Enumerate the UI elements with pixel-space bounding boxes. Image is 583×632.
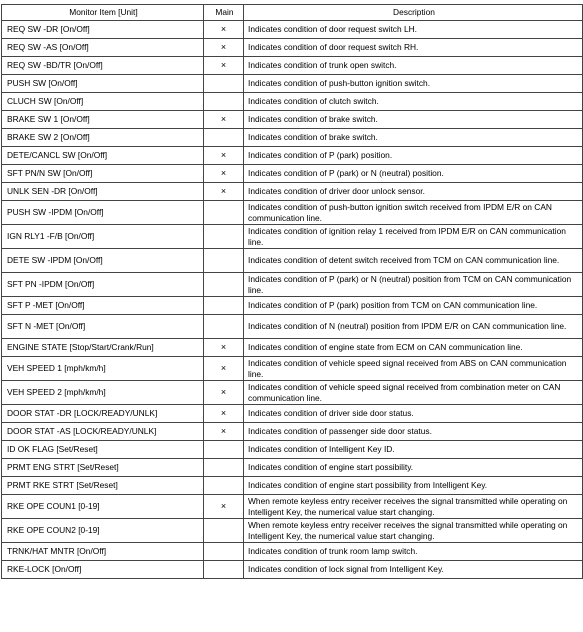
description-cell: Indicates condition of driver door unlock sensor. (244, 183, 583, 201)
main-marker-cell (204, 561, 244, 579)
main-marker-cell (204, 225, 244, 249)
main-marker-cell: × (204, 111, 244, 129)
table-row (2, 459, 583, 477)
main-marker-cell: × (204, 183, 244, 201)
main-marker-cell (204, 297, 244, 315)
main-marker-cell (204, 477, 244, 495)
main-marker-cell (204, 201, 244, 225)
table-row (2, 495, 583, 519)
main-marker-cell: × (204, 165, 244, 183)
table-row (2, 297, 583, 315)
monitor-item-cell: UNLK SEN -DR [On/Off] (2, 183, 204, 201)
monitor-item-cell: SFT PN/N SW [On/Off] (2, 165, 204, 183)
monitor-item-cell: BRAKE SW 2 [On/Off] (2, 129, 204, 147)
monitor-item-cell: PRMT RKE STRT [Set/Reset] (2, 477, 204, 495)
description-cell: Indicates condition of ignition relay 1 received from IPDM E/R on CAN communication line. (244, 225, 583, 249)
table-row (2, 339, 583, 357)
monitor-item-cell: VEH SPEED 1 [mph/km/h] (2, 357, 204, 381)
main-marker-cell (204, 273, 244, 297)
monitor-item-cell: CLUCH SW [On/Off] (2, 93, 204, 111)
description-cell: Indicates condition of door request switch RH. (244, 39, 583, 57)
monitor-item-cell: SFT N -MET [On/Off] (2, 315, 204, 339)
description-cell: Indicates condition of Intelligent Key ID. (244, 441, 583, 459)
main-marker-cell (204, 129, 244, 147)
table-row (2, 111, 583, 129)
header-description: Description (244, 5, 583, 21)
table-row (2, 405, 583, 423)
main-marker-cell (204, 315, 244, 339)
description-cell: Indicates condition of engine start possibility. (244, 459, 583, 477)
monitor-item-cell: VEH SPEED 2 [mph/km/h] (2, 381, 204, 405)
table-row (2, 423, 583, 441)
table-row (2, 165, 583, 183)
monitor-item-cell: PRMT ENG STRT [Set/Reset] (2, 459, 204, 477)
main-marker-cell (204, 249, 244, 273)
monitor-item-cell: ID OK FLAG [Set/Reset] (2, 441, 204, 459)
main-marker-cell: × (204, 381, 244, 405)
table-row (2, 201, 583, 225)
table-row (2, 183, 583, 201)
monitor-item-cell: TRNK/HAT MNTR [On/Off] (2, 543, 204, 561)
table-row (2, 357, 583, 381)
table-row (2, 21, 583, 39)
description-cell: Indicates condition of passenger side door status. (244, 423, 583, 441)
table-body (2, 21, 583, 579)
monitor-item-cell: DOOR STAT -DR [LOCK/READY/UNLK] (2, 405, 204, 423)
table-row (2, 225, 583, 249)
main-marker-cell: × (204, 357, 244, 381)
main-marker-cell: × (204, 495, 244, 519)
monitor-item-cell: IGN RLY1 -F/B [On/Off] (2, 225, 204, 249)
monitor-item-cell: PUSH SW [On/Off] (2, 75, 204, 93)
main-marker-cell (204, 519, 244, 543)
monitor-item-cell: RKE-LOCK [On/Off] (2, 561, 204, 579)
monitor-item-cell: REQ SW -AS [On/Off] (2, 39, 204, 57)
table-row (2, 147, 583, 165)
monitor-item-cell: RKE OPE COUN1 [0-19] (2, 495, 204, 519)
description-cell: Indicates condition of P (park) position. (244, 147, 583, 165)
main-marker-cell: × (204, 147, 244, 165)
table-row (2, 273, 583, 297)
table-row (2, 561, 583, 579)
description-cell: Indicates condition of lock signal from Intelligent Key. (244, 561, 583, 579)
description-cell: Indicates condition of door request switch LH. (244, 21, 583, 39)
table-row (2, 477, 583, 495)
description-cell: Indicates condition of brake switch. (244, 129, 583, 147)
header-main: Main (204, 5, 244, 21)
monitor-item-cell: REQ SW -DR [On/Off] (2, 21, 204, 39)
description-cell: Indicates condition of P (park) or N (neutral) position. (244, 165, 583, 183)
main-marker-cell (204, 543, 244, 561)
monitor-item-cell: ENGINE STATE [Stop/Start/Crank/Run] (2, 339, 204, 357)
main-marker-cell: × (204, 57, 244, 75)
description-cell: Indicates condition of engine start possibility from Intelligent Key. (244, 477, 583, 495)
description-cell: When remote keyless entry receiver receives the signal transmitted while operating on Intelligent Key, the numerical value start changing. (244, 495, 583, 519)
table-row (2, 39, 583, 57)
main-marker-cell (204, 93, 244, 111)
description-cell: Indicates condition of clutch switch. (244, 93, 583, 111)
table-row (2, 129, 583, 147)
table-row (2, 249, 583, 273)
main-marker-cell: × (204, 339, 244, 357)
description-cell: Indicates condition of engine state from ECM on CAN communication line. (244, 339, 583, 357)
monitor-item-cell: SFT PN -IPDM [On/Off] (2, 273, 204, 297)
description-cell: Indicates condition of detent switch received from TCM on CAN communication line. (244, 249, 583, 273)
description-cell: Indicates condition of P (park) position from TCM on CAN communication line. (244, 297, 583, 315)
description-cell: Indicates condition of trunk room lamp switch. (244, 543, 583, 561)
monitor-item-table (1, 4, 583, 579)
description-cell: Indicates condition of brake switch. (244, 111, 583, 129)
description-cell: Indicates condition of P (park) or N (neutral) position from TCM on CAN communication line. (244, 273, 583, 297)
header-monitor-item: Monitor Item [Unit] (2, 5, 204, 21)
main-marker-cell: × (204, 21, 244, 39)
description-cell: Indicates condition of vehicle speed signal received from ABS on CAN communication line. (244, 357, 583, 381)
monitor-item-cell: REQ SW -BD/TR [On/Off] (2, 57, 204, 75)
monitor-item-cell: RKE OPE COUN2 [0-19] (2, 519, 204, 543)
table-row (2, 441, 583, 459)
description-cell: Indicates condition of push-button ignition switch. (244, 75, 583, 93)
table-row (2, 75, 583, 93)
monitor-item-cell: DETE/CANCL SW [On/Off] (2, 147, 204, 165)
table-row (2, 381, 583, 405)
monitor-item-cell: SFT P -MET [On/Off] (2, 297, 204, 315)
description-cell: When remote keyless entry receiver receives the signal transmitted while operating on Intelligent Key, the numerical value start changing. (244, 519, 583, 543)
table-row (2, 519, 583, 543)
main-marker-cell: × (204, 405, 244, 423)
monitor-item-cell: PUSH SW -IPDM [On/Off] (2, 201, 204, 225)
table-row (2, 57, 583, 75)
monitor-item-cell: BRAKE SW 1 [On/Off] (2, 111, 204, 129)
main-marker-cell: × (204, 39, 244, 57)
description-cell: Indicates condition of push-button ignition switch received from IPDM E/R on CAN communication line. (244, 201, 583, 225)
main-marker-cell: × (204, 423, 244, 441)
table-header-row (2, 5, 583, 21)
monitor-item-cell: DOOR STAT -AS [LOCK/READY/UNLK] (2, 423, 204, 441)
monitor-item-cell: DETE SW -IPDM [On/Off] (2, 249, 204, 273)
main-marker-cell (204, 441, 244, 459)
description-cell: Indicates condition of N (neutral) position from IPDM E/R on CAN communication line. (244, 315, 583, 339)
table-row (2, 543, 583, 561)
main-marker-cell (204, 75, 244, 93)
description-cell: Indicates condition of trunk open switch. (244, 57, 583, 75)
table-row (2, 93, 583, 111)
description-cell: Indicates condition of driver side door status. (244, 405, 583, 423)
description-cell: Indicates condition of vehicle speed signal received from combination meter on CAN communication line. (244, 381, 583, 405)
main-marker-cell (204, 459, 244, 477)
table-row (2, 315, 583, 339)
